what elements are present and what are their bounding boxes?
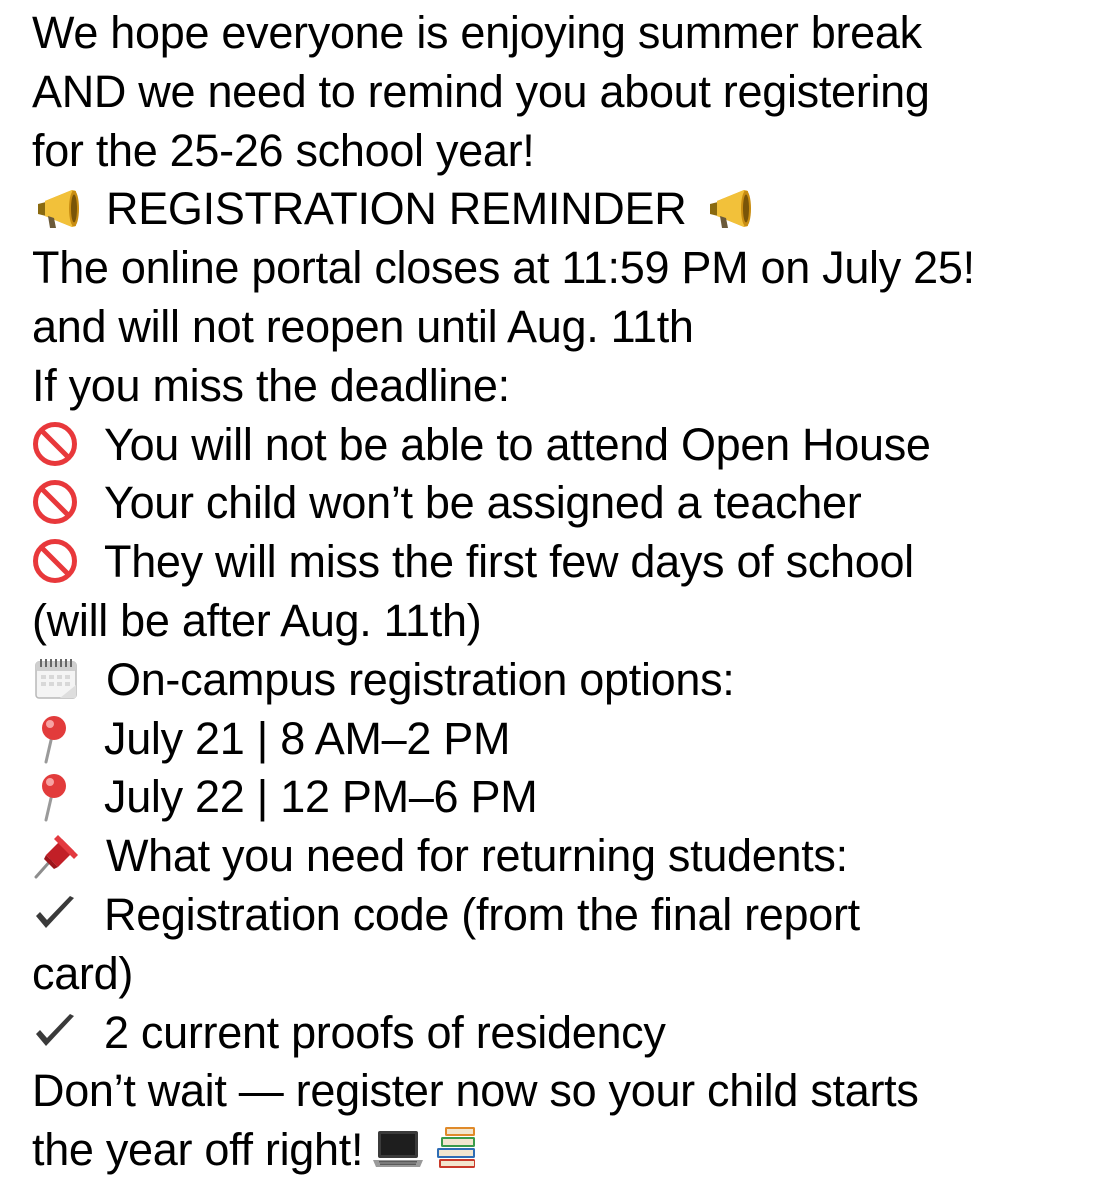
- portal-text-1: The online portal closes at 11:59 PM on July 25!: [32, 242, 975, 294]
- oncampus-heading-line: [32, 651, 1082, 710]
- intro-text-2: AND we need to remind you about registering: [32, 65, 930, 117]
- reminder-heading-line: [32, 180, 1082, 239]
- megaphone-icon: [704, 186, 758, 230]
- needs-item-text: 2 current proofs of residency: [104, 1006, 666, 1058]
- oncampus-date-item: [32, 768, 1082, 827]
- portal-line: [32, 239, 1082, 298]
- portal-line: [32, 298, 1082, 357]
- prohibited-icon: [32, 538, 78, 584]
- laptop-icon: [371, 1129, 425, 1169]
- closing-line: [32, 1121, 1082, 1180]
- needs-item: [32, 1004, 1082, 1063]
- oncampus-heading: On-campus registration options:: [106, 653, 735, 705]
- pushpin-icon: [32, 829, 84, 879]
- round-pushpin-icon: [32, 714, 78, 764]
- consequence-item: [32, 416, 1082, 475]
- megaphone-icon: [32, 186, 86, 230]
- intro-text-1: We hope everyone is enjoying summer break: [32, 7, 922, 58]
- prohibited-icon: [32, 421, 78, 467]
- round-pushpin-icon: [32, 772, 78, 822]
- consequence-item: [32, 533, 1082, 592]
- consequence-note-line: [32, 592, 1082, 651]
- consequence-item: [32, 474, 1082, 533]
- closing-text-1: Don’t wait — register now so your child starts: [32, 1065, 919, 1117]
- spiral-calendar-icon: [32, 657, 80, 701]
- needs-item-text-continued: card): [32, 947, 134, 999]
- reminder-heading: REGISTRATION REMINDER: [106, 183, 687, 235]
- intro-text-3: for the 25-26 school year!: [32, 124, 535, 176]
- prohibited-icon: [32, 479, 78, 525]
- intro-line: [32, 63, 1082, 122]
- closing-line: [32, 1062, 1082, 1121]
- oncampus-date-text: July 21 | 8 AM–2 PM: [104, 712, 511, 764]
- portal-text-2: and will not reopen until Aug. 11th: [32, 300, 694, 352]
- books-icon: [433, 1125, 481, 1171]
- consequence-text: You will not be able to attend Open House: [104, 418, 931, 470]
- needs-item: [32, 886, 1082, 945]
- needs-heading: What you need for returning students:: [106, 830, 848, 882]
- consequence-text: They will miss the first few days of school: [104, 536, 914, 588]
- check-mark-icon: [32, 894, 78, 934]
- check-mark-icon: [32, 1012, 78, 1052]
- needs-heading-line: [32, 827, 1082, 886]
- closing-text-2: the year off right!: [32, 1124, 364, 1176]
- deadline-intro-line: [32, 357, 1082, 416]
- needs-item-text: Registration code (from the final report: [104, 888, 860, 940]
- consequence-note: (will be after Aug. 11th): [32, 594, 482, 646]
- oncampus-date-text: July 22 | 12 PM–6 PM: [104, 771, 538, 823]
- post-body: [32, 4, 1082, 1180]
- intro-line: [32, 4, 1082, 63]
- consequence-text: Your child won’t be assigned a teacher: [104, 477, 862, 529]
- deadline-intro: If you miss the deadline:: [32, 359, 510, 411]
- needs-item-continuation: [32, 945, 1082, 1004]
- oncampus-date-item: [32, 710, 1082, 769]
- intro-line: [32, 122, 1082, 181]
